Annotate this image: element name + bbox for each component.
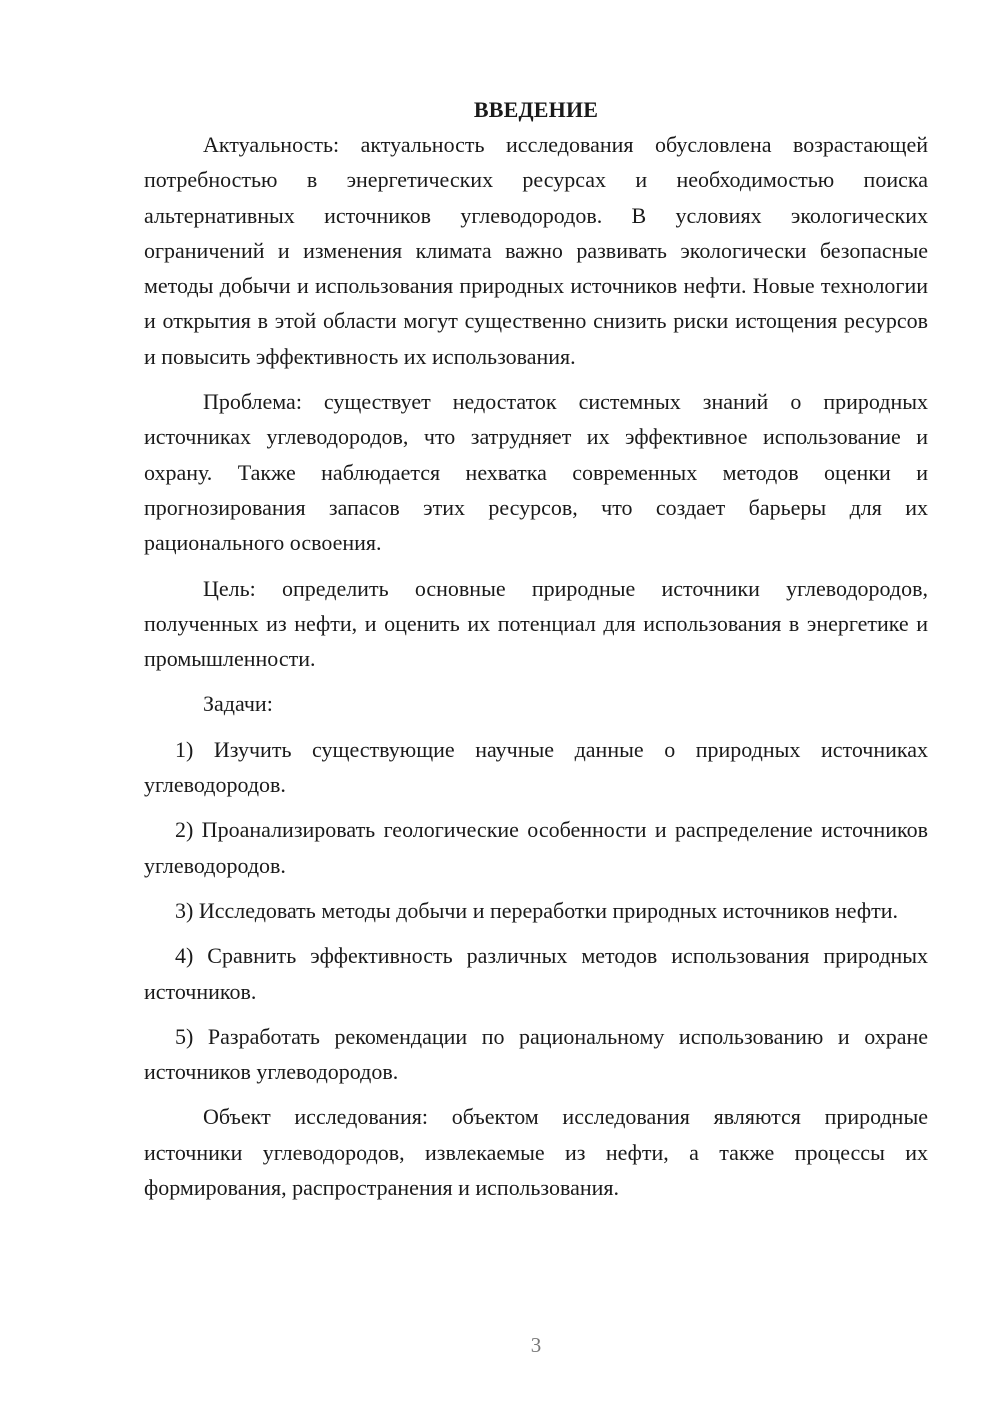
relevance-paragraph: Актуальность: актуальность исследования обусловлена возрастающей потребностью в энергетических ресурсах и необходимостью поиска альтернативных источников углеводородов. В условиях экологических ограничений и изменения климата важно развивать экологически безопасные методы добычи и использования природных источников нефти. Новые технологии и открытия в этой области могут существенно снизить риски истощения ресурсов и повысить эффективность их использования. (144, 132, 928, 369)
tasks-label: Задачи: (203, 691, 273, 717)
goal-paragraph: Цель: определить основные природные источники углеводородов, полученных из нефти, и оценить их потенциал для использования в энергетике и промышленности. (144, 575, 928, 672)
task-item-2: 2) Проанализировать геологические особенности и распределение источников углеводородов. (144, 817, 928, 878)
document-page (144, 92, 928, 1205)
page-title: ВВЕДЕНИЕ (473, 97, 599, 122)
task-item-3: 3) Исследовать методы добычи и переработки природных источников нефти. (175, 897, 898, 923)
object-paragraph: Объект исследования: объектом исследования являются природные источники углеводородов, извлекаемые из нефти, а также процессы их формирования, распространения и использования. (144, 1104, 928, 1201)
task-item-4: 4) Сравнить эффективность различных методов использования природных источников. (144, 943, 928, 1004)
task-item-5: 5) Разработать рекомендации по рациональному использованию и охране источников углеводородов. (144, 1023, 928, 1085)
problem-paragraph: Проблема: существует недостаток системных знаний о природных источниках углеводородов, что затрудняет их эффективное использование и охрану. Также наблюдается нехватка современных методов оценки и прогнозирования запасов этих ресурсов, что создает барьеры для их рационального освоения. (144, 389, 928, 556)
task-item-1: 1) Изучить существующие научные данные о природных источниках углеводородов. (144, 736, 928, 798)
page-number: 3 (530, 1333, 542, 1357)
